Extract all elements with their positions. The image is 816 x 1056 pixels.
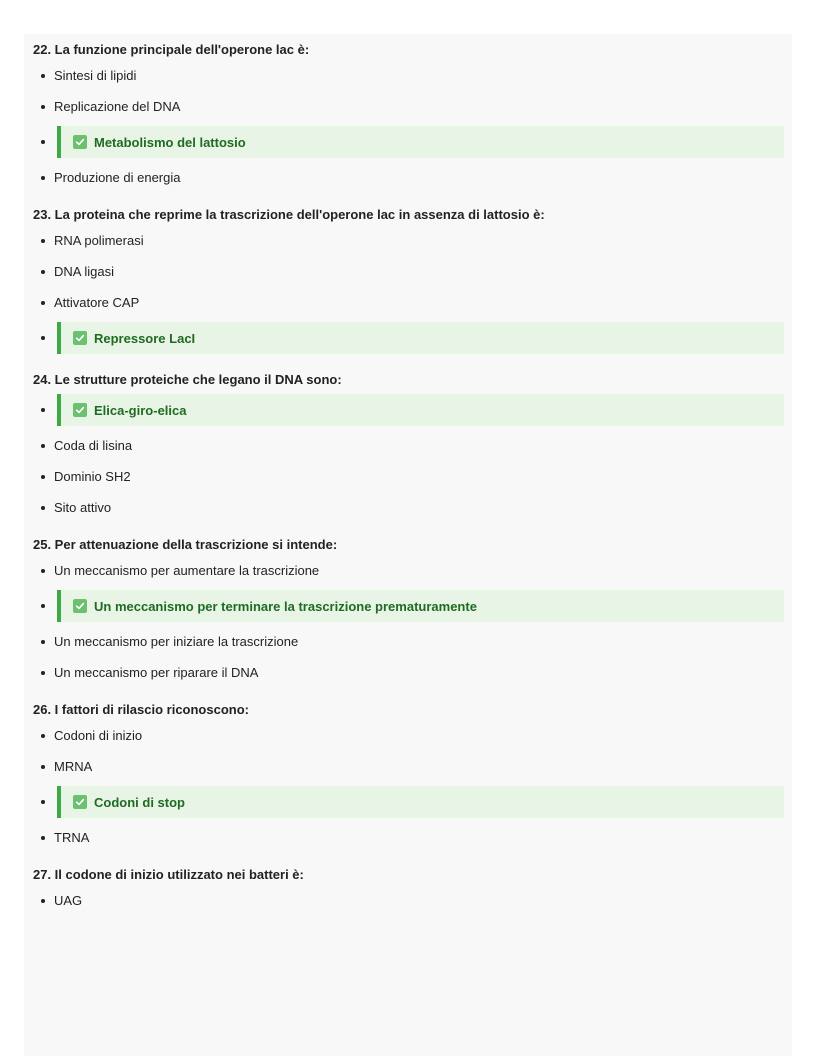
question-title: 27. Il codone di inizio utilizzato nei batteri è: (33, 867, 304, 882)
question-title: 26. I fattori di rilascio riconoscono: (33, 702, 249, 717)
answer-text: Un meccanismo per aumentare la trascrizione (54, 563, 320, 578)
answer-list (33, 225, 784, 358)
answer-text: Codoni di inizio (54, 728, 143, 743)
correct-answer-highlight (57, 322, 784, 354)
question-title: 23. La proteina che reprime la trascrizione dell'operone lac in assenza di lattosio è: (33, 207, 545, 222)
answer-list (33, 390, 784, 523)
answer-text: Coda di lisina (54, 438, 133, 453)
correct-answer-item (33, 390, 784, 430)
answer-item (33, 225, 784, 256)
correct-answer-highlight (57, 786, 784, 818)
answer-text: Elica-giro-elica (94, 402, 187, 418)
answer-item (33, 91, 784, 122)
answer-item (33, 256, 784, 287)
check-icon (73, 795, 87, 809)
question-title: 22. La funzione principale dell'operone lac è: (33, 42, 310, 57)
correct-answer-item (33, 782, 784, 822)
question-title: 25. Per attenuazione della trascrizione si intende: (33, 537, 338, 552)
answer-item (33, 430, 784, 461)
answer-text: Un meccanismo per terminare la trascrizione prematuramente (94, 598, 477, 614)
correct-answer-item (33, 586, 784, 626)
answer-text: Repressore LacI (94, 330, 196, 346)
answer-item (33, 626, 784, 657)
question-block (33, 199, 784, 364)
question-block (33, 694, 784, 859)
answer-item (33, 657, 784, 688)
correct-answer-highlight (57, 590, 784, 622)
answer-text: Un meccanismo per riparare il DNA (54, 665, 259, 680)
answer-item (33, 162, 784, 193)
check-icon (73, 599, 87, 613)
answer-text: Attivatore CAP (54, 295, 140, 310)
answer-list (33, 60, 784, 193)
correct-answer-item (33, 318, 784, 358)
answer-item (33, 492, 784, 523)
question-block (33, 34, 784, 199)
answer-item (33, 822, 784, 853)
answer-item (33, 720, 784, 751)
check-icon (73, 403, 87, 417)
question-block (33, 529, 784, 694)
check-icon (73, 331, 87, 345)
question-block (33, 364, 784, 529)
answer-text: Un meccanismo per iniziare la trascrizione (54, 634, 299, 649)
answer-list (33, 555, 784, 688)
answer-text: TRNA (54, 830, 90, 845)
answer-text: RNA polimerasi (54, 233, 144, 248)
check-icon (73, 135, 87, 149)
answer-text: Codoni di stop (94, 794, 185, 810)
answer-text: Metabolismo del lattosio (94, 134, 246, 150)
answer-text: MRNA (54, 759, 93, 774)
quiz-panel (24, 34, 792, 1056)
answer-item (33, 751, 784, 782)
question-block (33, 859, 784, 922)
answer-list (33, 885, 784, 916)
answer-text: Dominio SH2 (54, 469, 131, 484)
correct-answer-highlight (57, 126, 784, 158)
question-title: 24. Le strutture proteiche che legano il DNA sono: (33, 372, 342, 387)
answer-item (33, 287, 784, 318)
correct-answer-item (33, 122, 784, 162)
correct-answer-highlight (57, 394, 784, 426)
answer-item (33, 885, 784, 916)
answer-text: UAG (54, 893, 83, 908)
answer-list (33, 720, 784, 853)
answer-text: Produzione di energia (54, 170, 181, 185)
question-spacer (33, 916, 784, 922)
answer-item (33, 60, 784, 91)
answer-text: Replicazione del DNA (54, 99, 181, 114)
answer-item (33, 555, 784, 586)
answer-text: Sito attivo (54, 500, 112, 515)
answer-item (33, 461, 784, 492)
answer-text: Sintesi di lipidi (54, 68, 137, 83)
answer-text: DNA ligasi (54, 264, 114, 279)
